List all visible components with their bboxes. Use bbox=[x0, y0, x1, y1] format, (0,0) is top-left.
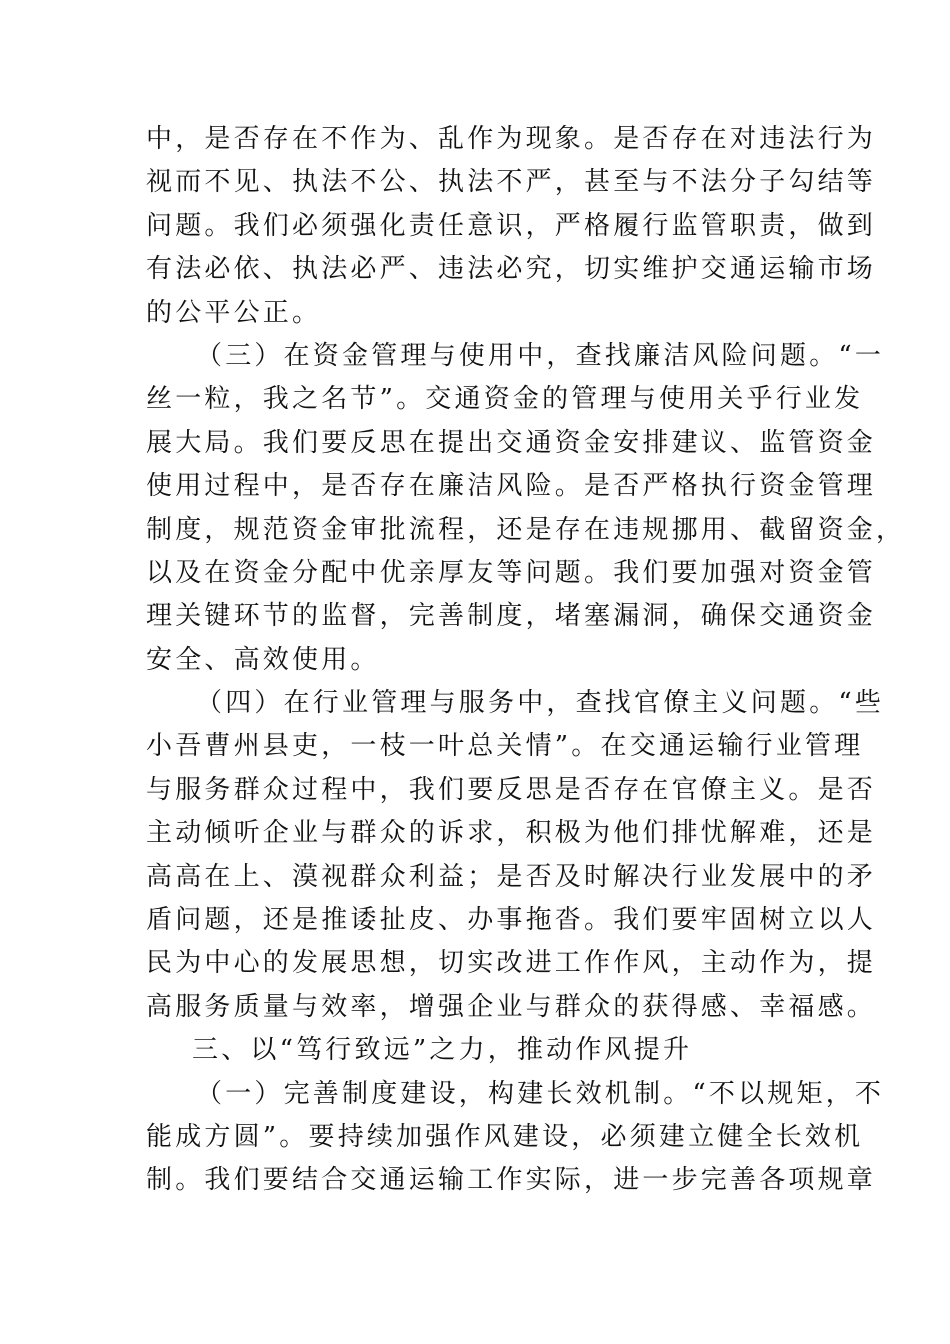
chapter-heading-3: 三、以“笃行致远”之力，推动作风提升 bbox=[192, 1035, 693, 1066]
text-line: 制度，规范资金审批流程，还是存在违规挪用、截留资金， bbox=[146, 514, 906, 545]
text-line: 有法必依、执法必严、违法必究，切实维护交通运输市场 bbox=[146, 254, 877, 285]
text-line: 使用过程中，是否存在廉洁风险。是否严格执行资金管理 bbox=[146, 471, 877, 502]
body-text bbox=[146, 118, 906, 1203]
text-line: 的公平公正。 bbox=[146, 297, 322, 328]
text-line: 视而不见、执法不公、执法不严，甚至与不法分子勾结等 bbox=[146, 167, 877, 198]
text-line: 中，是否存在不作为、乱作为现象。是否存在对违法行为 bbox=[146, 124, 877, 154]
text-line: 高高在上、漠视群众利益；是否及时解决行业发展中的矛 bbox=[146, 861, 877, 892]
text-line: 能成方圆”。要持续加强作风建设，必须建立健全长效机 bbox=[146, 1121, 864, 1152]
text-line: 安全、高效使用。 bbox=[146, 644, 380, 675]
text-line: 盾问题，还是推诿扯皮、办事拖沓。我们要牢固树立以人 bbox=[146, 905, 877, 936]
text-line: 高服务质量与效率，增强企业与群众的获得感、幸福感。 bbox=[146, 991, 877, 1022]
text-line: 主动倾听企业与群众的诉求，积极为他们排忧解难，还是 bbox=[146, 818, 877, 849]
text-line: 与服务群众过程中，我们要反思是否存在官僚主义。是否 bbox=[146, 774, 877, 805]
text-line: 丝一粒，我之名节”。交通资金的管理与使用关乎行业发 bbox=[146, 384, 864, 415]
text-line: 问题。我们必须强化责任意识，严格履行监管职责，做到 bbox=[146, 210, 877, 241]
text-line: 以及在资金分配中优亲厚友等问题。我们要加强对资金管 bbox=[146, 557, 877, 588]
section-heading-3: （三）在资金管理与使用中，查找廉洁风险问题。“一 bbox=[196, 340, 885, 371]
text-line: 制。我们要结合交通运输工作实际，进一步完善各项规章 bbox=[146, 1165, 877, 1196]
text-line: 展大局。我们要反思在提出交通资金安排建议、监管资金 bbox=[146, 427, 877, 458]
text-line: 小吾曹州县吏，一枝一叶总关情”。在交通运输行业管理 bbox=[146, 731, 864, 762]
text-line: 民为中心的发展思想，切实改进工作作风，主动作为，提 bbox=[146, 948, 877, 979]
section-heading-4: （四）在行业管理与服务中，查找官僚主义问题。“些 bbox=[196, 688, 885, 719]
text-line: 理关键环节的监督，完善制度，堵塞漏洞，确保交通资金 bbox=[146, 601, 877, 632]
section-heading-1: （一）完善制度建设，构建长效机制。“不以规矩，不 bbox=[196, 1078, 885, 1109]
